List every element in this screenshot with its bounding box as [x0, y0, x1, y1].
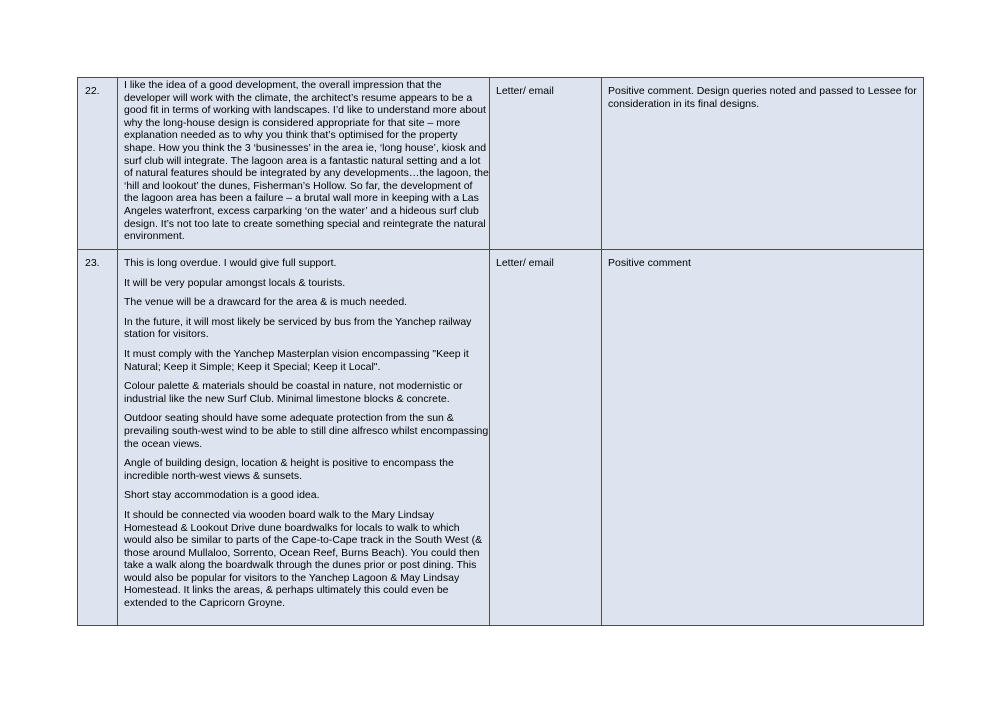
submission-type: Letter/ email [490, 78, 602, 250]
submission-text [118, 250, 490, 626]
submission-paragraph: Angle of building design, location & height is positive to encompass the incredible north-west views & sunsets. [124, 457, 454, 482]
submission-paragraph: This is long overdue. I would give full support. [124, 257, 337, 269]
submissions-table [77, 77, 924, 626]
table-row [78, 250, 924, 626]
submission-number: 22. [78, 78, 118, 250]
submission-paragraph: The venue will be a drawcard for the area & is much needed. [124, 296, 408, 309]
response-text: Positive comment [602, 250, 924, 626]
submission-paragraph: In the future, it will most likely be serviced by bus from the Yanchep railway station for visitors. [124, 315, 472, 341]
submission-paragraph: It will be very popular amongst locals & tourists. [124, 276, 346, 289]
submission-paragraph: It should be connected via wooden board walk to the Mary Lindsay Homestead & Lookout Drive dune boardwalks for locals to walk to which would also be similar to parts of the Cape-to-Cape track in the South West (& those around Mullaloo, Sorrento, Ocean Reef, Burns Beach). You could then take a walk along the boardwalk through the dunes prior or post dining. This would also be popular for visitors to the Yanchep Lagoon & May Lindsay Homestead. It links the areas, & perhaps ultimately this could even be extended to the Capricorn Groyne. [124, 508, 483, 610]
response-text: Positive comment. Design queries noted and passed to Lessee for consideration in its final designs. [602, 78, 924, 250]
submission-number: 23. [78, 250, 118, 626]
submission-paragraph: Outdoor seating should have some adequate protection from the sun & prevailing south-west wind to be able to still dine alfresco whilst encompassing the ocean views. [124, 412, 489, 450]
table-row [78, 78, 924, 250]
submission-type: Letter/ email [490, 250, 602, 626]
submission-paragraph: Colour palette & materials should be coastal in nature, not modernistic or industrial like the new Surf Club. Minimal limestone blocks & concrete. [124, 380, 463, 405]
submission-paragraph: It must comply with the Yanchep Masterplan vision encompassing "Keep it Natural; Keep it Simple; Keep it Special; Keep it Local". [124, 347, 469, 373]
submission-paragraph: Short stay accommodation is a good idea. [124, 489, 320, 502]
submission-paragraph: I like the idea of a good development, the overall impression that the developer will work with the climate, the architect’s resume appears to be a good fit in terms of working with landscapes. I’d like to understand more about why the long-house design is considered appropriate for that site – more explanation needed as to why you think that’s optimised for the property shape. How you think the 3 ‘businesses’ in the area ie, ‘long house’, kiosk and surf club will integrate. The lagoon area is a fantastic natural setting and a lot of natural features should be integrated by any developments…the lagoon, the ‘hill and lookout’ the dunes, Fisherman’s Hollow. So far, the development of the lagoon area has been a failure – a brutal wall more in keeping with a Las Angeles waterfront, excess carparking ‘on the water’ and a hideous surf club design. It’s not too late to create something special and reintegrate the natural environment. [124, 79, 489, 243]
submission-text [118, 78, 490, 250]
